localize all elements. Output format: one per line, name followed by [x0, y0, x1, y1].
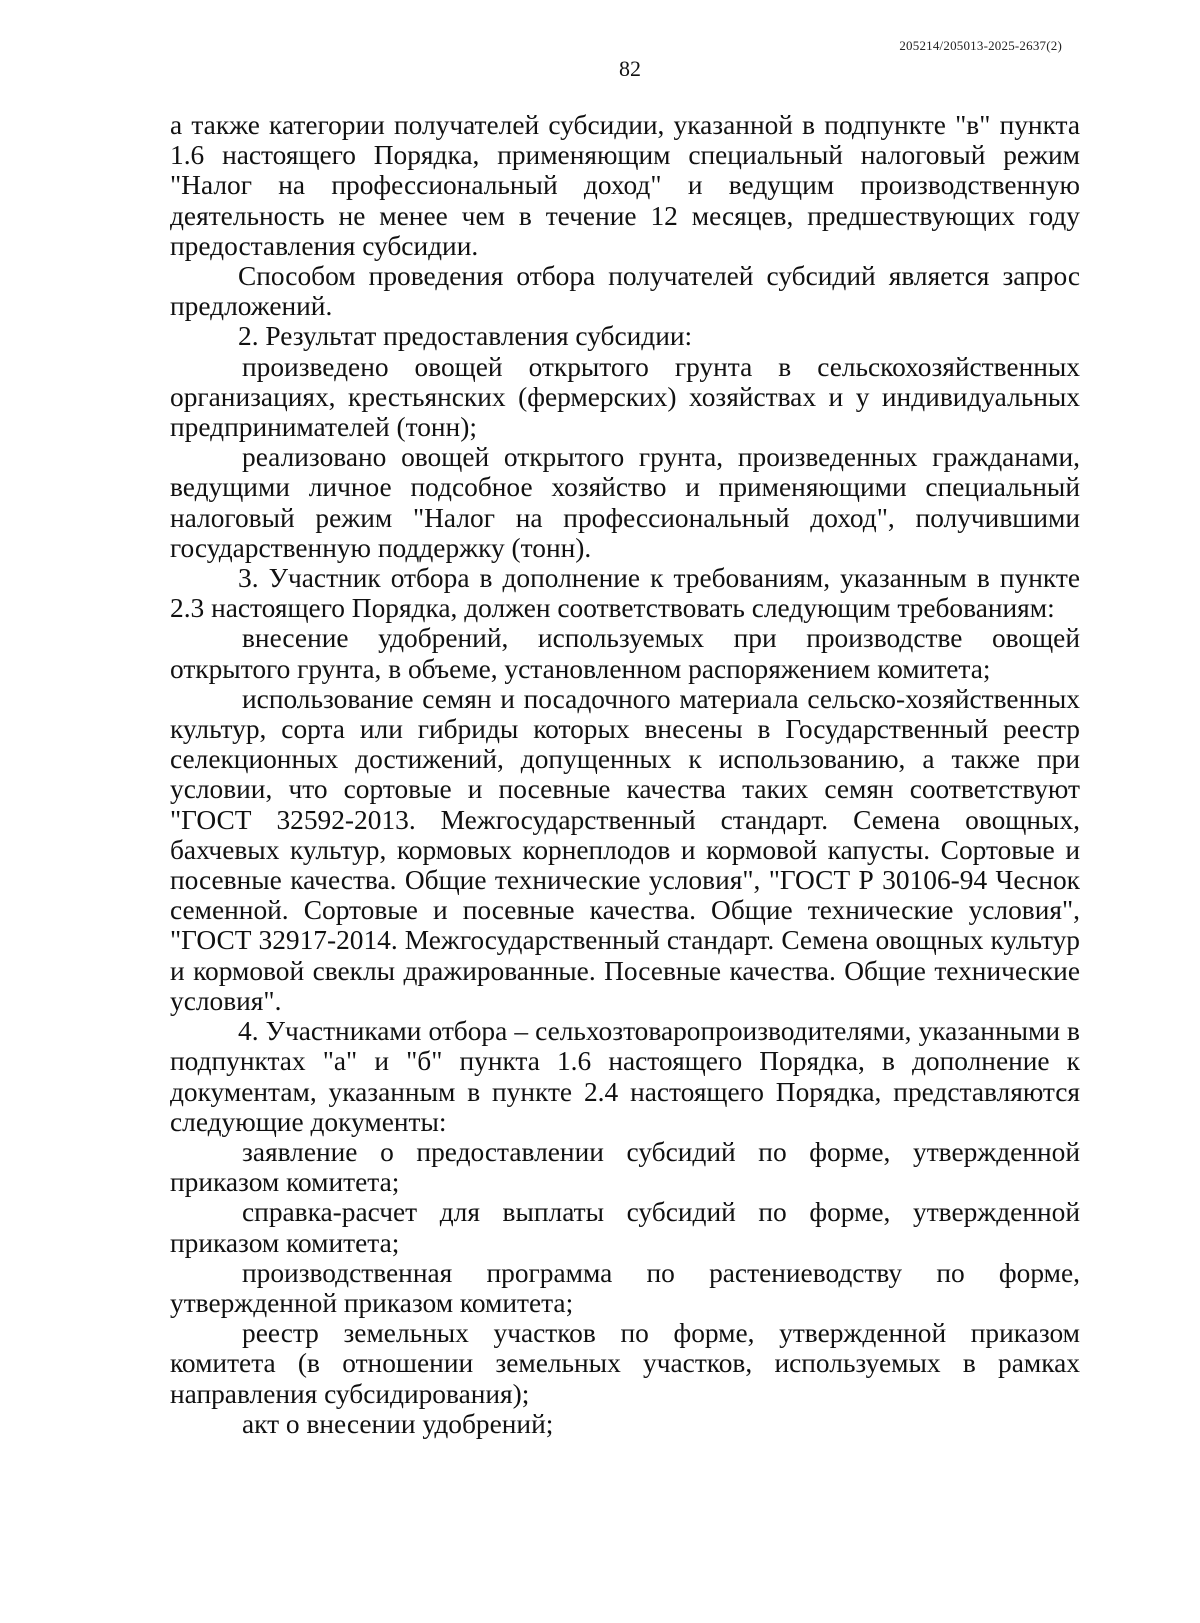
document-id: 205214/205013-2025-2637(2) [899, 38, 1062, 53]
paragraph-selection-method: Способом проведения отбора получателей субсидий является запрос предложений. [170, 261, 1080, 322]
paragraph-document-land-registry: реестр земельных участков по форме, утвержденной приказом комитета (в отношении земельных участков, используемых в рамках направления субсидирования); [170, 1318, 1080, 1409]
paragraph-result-produced: произведено овощей открытого грунта в сельскохозяйственных организациях, крестьянских (фермерских) хозяйствах и у индивидуальных предпринимателей (тонн); [170, 351, 1080, 443]
paragraph-requirements-heading: 3. Участник отбора в дополнение к требованиям, указанным в пункте 2.3 настоящего Порядка, должен соответствовать следующим требованиям: [170, 563, 1080, 624]
paragraph-result-sold: реализовано овощей открытого грунта, произведенных гражданами, ведущими личное подсобное хозяйство и применяющими специальный налоговый режим "Налог на профессиональный доход", получившими государственную поддержку (тонн). [170, 442, 1080, 563]
paragraph-document-program: производственная программа по растениеводству по форме, утвержденной приказом комитета; [170, 1257, 1080, 1318]
paragraph-document-fertilizer-act: акт о внесении удобрений; [242, 1408, 554, 1439]
paragraph-document-calculation: справка-расчет для выплаты субсидий по форме, утвержденной приказом комитета; [170, 1197, 1080, 1258]
paragraph-requirement-seeds: использование семян и посадочного материала сельско-хозяйственных культур, сорта или гибриды которых внесены в Государственный реестр селекционных достижений, допущенных к использованию, а также при условии, что сортовые и посевные качества таких семян соответствуют "ГОСТ 32592-2013. Межгосударственный стандарт. Семена овощных, бахчевых культур, кормовых корнеплодов и кормовой капусты. Сортовые и посевные качества. Общие технические условия", "ГОСТ Р 30106-94 Чеснок семенной. Сортовые и посевные качества. Общие технические условия", "ГОСТ 32917-2014. Межгосударственный стандарт. Семена овощных культур и кормовой свеклы дражированные. Посевные качества. Общие технические условия". [170, 683, 1080, 1016]
page-number: 82 [619, 56, 641, 81]
document-body [170, 110, 1080, 1439]
paragraph-document-application: заявление о предоставлении субсидий по форме, утвержденной приказом комитета; [170, 1136, 1080, 1198]
paragraph-recipient-categories: а также категории получателей субсидии, указанной в подпункте "в" пункта 1.6 настоящего Порядка, применяющим специальный налоговый режим "Налог на профессиональный доход" и ведущим производственную деятельность не менее чем в течение 12 месяцев, предшествующих году предоставления субсидии. [170, 110, 1080, 261]
paragraph-result-heading: 2. Результат предоставления субсидии: [238, 321, 693, 352]
paragraph-requirement-fertilizers: внесение удобрений, используемых при производстве овощей открытого грунта, в объеме, установленном распоряжением комитета; [170, 623, 1080, 684]
paragraph-documents-heading: 4. Участниками отбора – сельхозтоваропроизводителями, указанными в подпунктах "а" и "б" пункта 1.6 настоящего Порядка, в дополнение к документам, указанным в пункте 2.4 настоящего Порядка, представляются следующие документы: [170, 1016, 1080, 1137]
